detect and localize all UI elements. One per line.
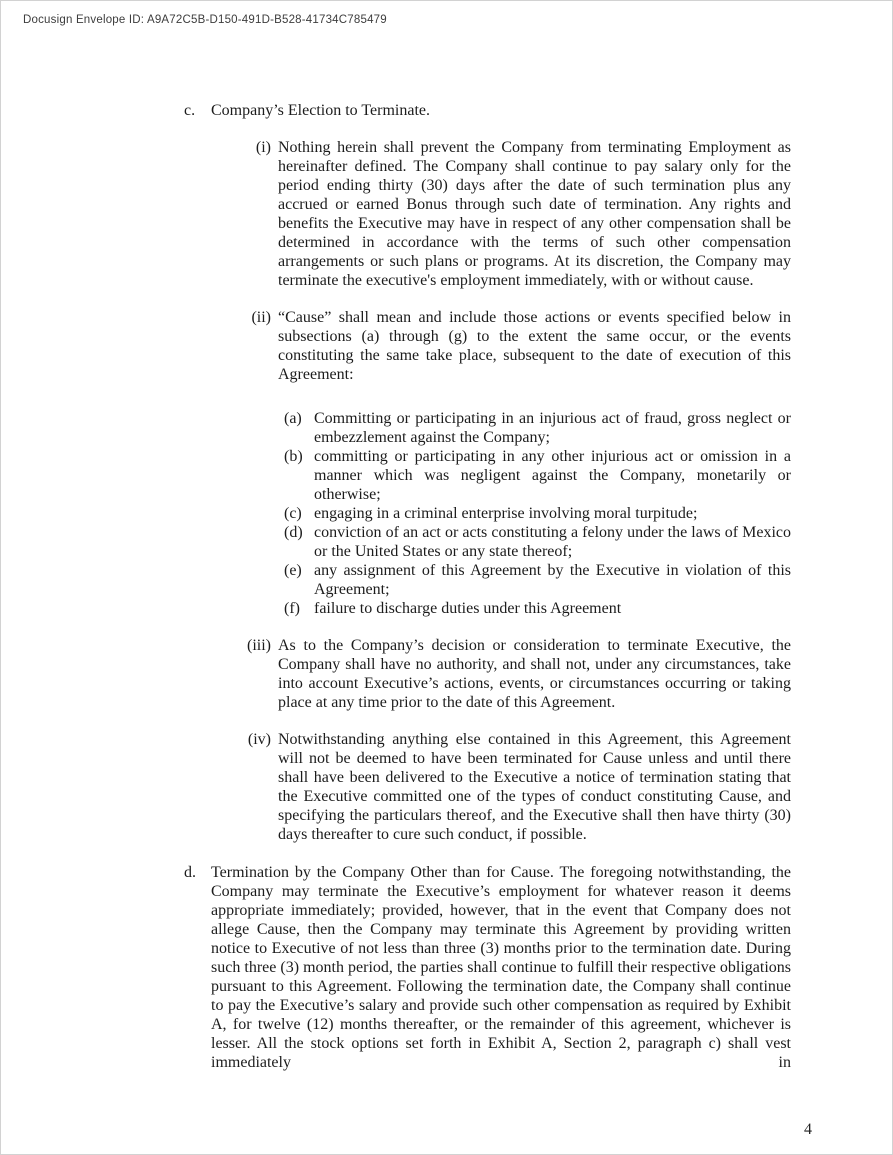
section-c-title: Company’s Election to Terminate.	[211, 102, 430, 119]
cause-item-f	[184, 599, 791, 618]
cause-item-d	[184, 523, 791, 561]
section-c-heading	[184, 101, 791, 120]
cause-item-a-label: (a)	[284, 410, 302, 427]
section-d-label: d.	[184, 864, 196, 881]
clause-ii-text: “Cause” shall mean and include those actions or events specified below in subsections (a) through (g) to the extent the same occur, or the events constituting the same take place, subsequent to the date of execution of this Agreement:	[278, 309, 791, 383]
section-d-paragraph	[184, 863, 791, 1072]
clause-i	[184, 138, 791, 290]
clause-iii	[184, 636, 791, 712]
cause-item-f-text: failure to discharge duties under this Agreement	[314, 600, 622, 617]
cause-item-b	[184, 447, 791, 504]
cause-list	[184, 409, 791, 618]
cause-item-e-text: any assignment of this Agreement by the Executive in violation of this Agreement;	[314, 562, 791, 598]
cause-item-c-label: (c)	[284, 505, 302, 522]
cause-item-b-text: committing or participating in any other injurious act or omission in a manner which was negligent against the Company, monetarily or otherwise;	[314, 448, 791, 503]
cause-item-f-label: (f)	[284, 600, 300, 617]
cause-item-c	[184, 504, 791, 523]
cause-item-e	[184, 561, 791, 599]
cause-item-a-text: Committing or participating in an injurious act of fraud, gross neglect or embezzlement against the Company;	[314, 410, 791, 446]
cause-item-e-label: (e)	[284, 562, 302, 579]
clause-iv	[184, 730, 791, 844]
section-d-text: Termination by the Company Other than for Cause. The foregoing notwithstanding, the Company may terminate the Executive’s employment for whatever reason it deems appropriate immediately; provided, however, that in the event that Company does not allege Cause, then the Company may terminate this Agreement by providing written notice to Executive of not less than three (3) months prior to the termination date. During such three (3) month period, the parties shall continue to fulfill their respective obligations pursuant to this Agreement. Following the termination date, the Company shall continue to pay the Executive’s salary and provide such other compensation as required by Exhibit A, for twelve (12) months thereafter, or the remainder of this agreement, whichever is lesser. All the stock options set forth in Exhibit A, Section 2, paragraph c) shall vest immediately in	[211, 864, 791, 1071]
page-number: 4	[804, 1121, 812, 1138]
section-c-label: c.	[184, 102, 196, 119]
clause-i-text: Nothing herein shall prevent the Company from terminating Employment as hereinafter defined. The Company shall continue to pay salary only for the period ending thirty (30) days after the date of such termination plus any accrued or earned Bonus through such date of termination. Any rights and benefits the Executive may have in respect of any other compensation shall be determined in accordance with the terms of such other compensation arrangements or such plans or programs. At its discretion, the Company may terminate the executive's employment immediately, with or without cause.	[278, 139, 791, 289]
clause-ii-label: (ii)	[251, 309, 271, 326]
cause-item-d-text: conviction of an act or acts constituting a felony under the laws of Mexico or the United States or any state thereof;	[314, 524, 791, 560]
document-body	[184, 101, 791, 1072]
clause-iii-text: As to the Company’s decision or consideration to terminate Executive, the Company shall have no authority, and shall not, under any circumstances, take into account Executive’s actions, events, or circumstances occurring or taking place at any time prior to the date of this Agreement.	[278, 637, 791, 711]
clause-iv-text: Notwithstanding anything else contained in this Agreement, this Agreement will not be deemed to have been terminated for Cause unless and until there shall have been delivered to the Executive a notice of termination stating that the Executive committed one of the types of conduct constituting Cause, and specifying the particulars thereof, and the Executive shall then have thirty (30) days thereafter to cure such conduct, if possible.	[278, 731, 791, 843]
clause-iv-label: (iv)	[247, 731, 271, 748]
clause-iii-label: (iii)	[247, 637, 271, 654]
clause-i-label: (i)	[255, 139, 271, 156]
clause-ii	[184, 308, 791, 384]
cause-item-c-text: engaging in a criminal enterprise involving moral turpitude;	[314, 505, 698, 522]
cause-item-a	[184, 409, 791, 447]
cause-item-d-label: (d)	[284, 524, 303, 541]
docusign-envelope-id: Docusign Envelope ID: A9A72C5B-D150-491D-B528-41734C785479	[23, 14, 387, 26]
cause-item-b-label: (b)	[284, 448, 303, 465]
